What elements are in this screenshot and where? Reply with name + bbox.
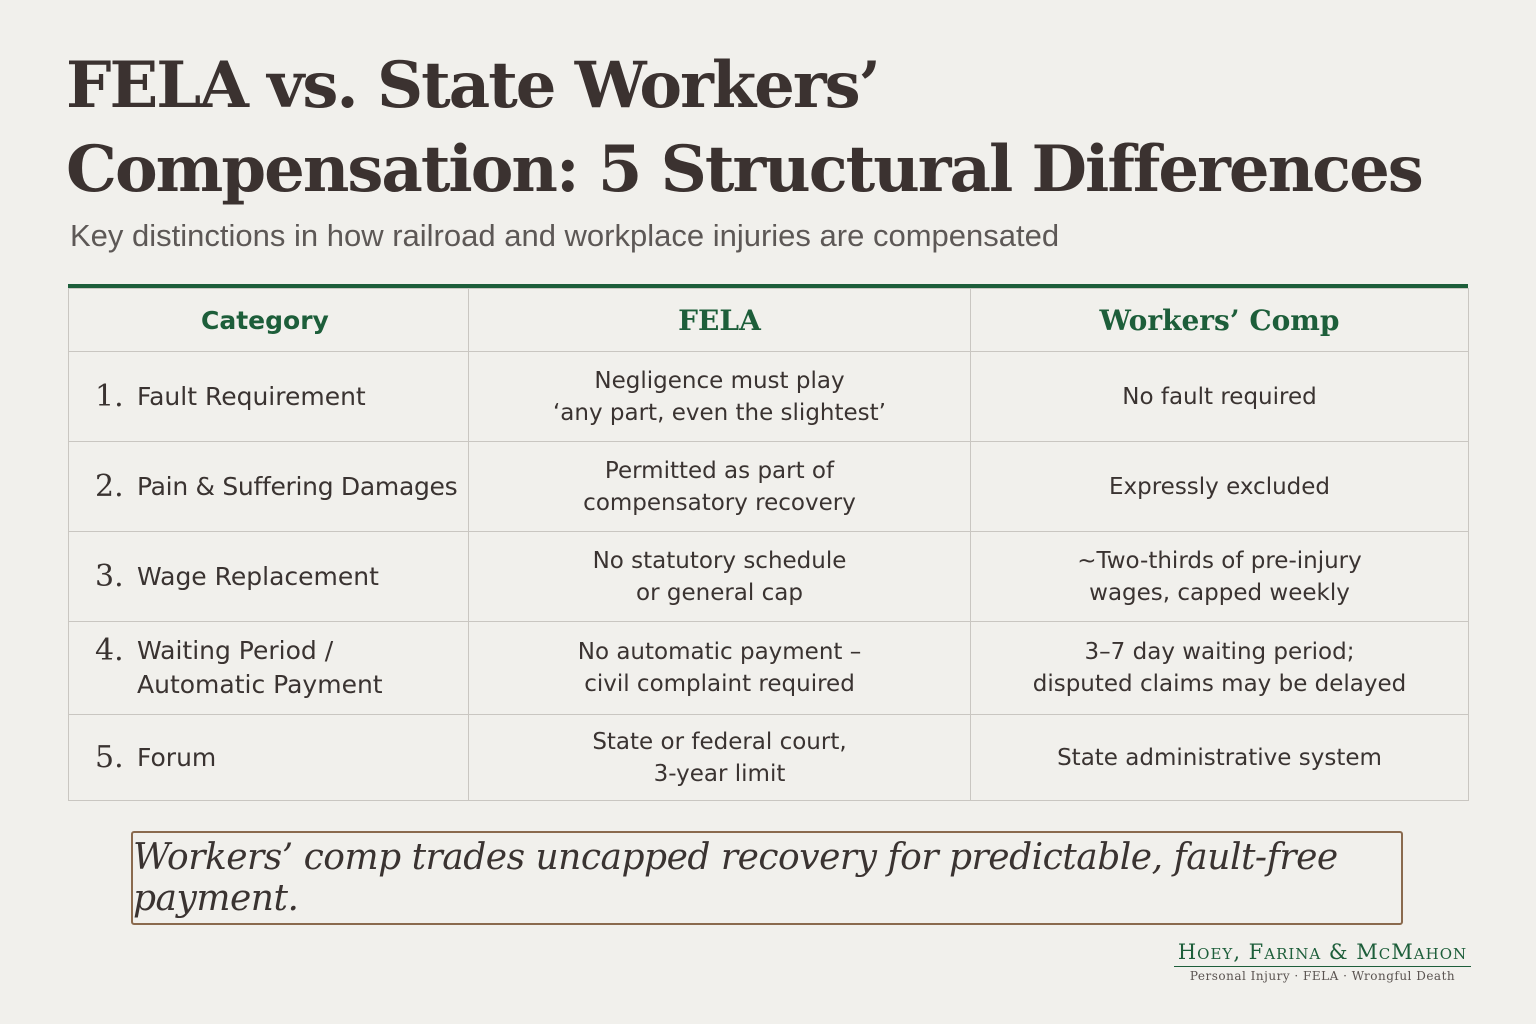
workers-comp-line: wages, capped weekly <box>1089 579 1350 606</box>
workers-comp-line: 3–7 day waiting period; <box>1084 639 1355 665</box>
workers-comp-line: ~Two-thirds of pre-injury <box>1077 547 1362 574</box>
fela-line: compensatory recovery <box>583 489 856 516</box>
table-row <box>69 715 1469 801</box>
firm-logo <box>1150 938 1495 983</box>
column-header-category: Category <box>69 289 469 352</box>
category-label: Automatic Payment <box>137 670 383 699</box>
column-header-fela: FELA <box>469 289 971 352</box>
category-label: Waiting Period / <box>137 636 334 665</box>
workers-comp-cell <box>971 715 1469 801</box>
title-line-2: Compensation: 5 Structural Differences <box>66 132 1422 207</box>
summary-text: Workers’ comp trades uncapped recovery for predictable, fault-free payment. <box>133 837 1338 919</box>
fela-cell <box>469 622 971 715</box>
category-label: Fault Requirement <box>137 381 366 411</box>
table-row <box>69 532 1469 622</box>
workers-comp-line: Expressly excluded <box>1108 473 1331 500</box>
fela-cell <box>469 715 971 801</box>
category-cell <box>69 622 469 715</box>
fela-cell <box>469 442 971 532</box>
firm-name: Hoey, Farina & McMahon <box>1174 938 1471 967</box>
fela-line: Permitted as part of <box>604 457 835 484</box>
page-subtitle: Key distinctions in how railroad and workplace injuries are compensated <box>70 218 1060 253</box>
workers-comp-line: State administrative system <box>1057 744 1382 771</box>
workers-comp-cell <box>971 352 1469 442</box>
row-number: 1. <box>95 378 124 414</box>
fela-line: civil complaint required <box>584 671 855 697</box>
category-cell <box>69 715 469 801</box>
column-header-workers-comp: Workers’ Comp <box>971 289 1469 352</box>
category-label: Pain & Suffering Damages <box>137 471 458 501</box>
category-label: Forum <box>137 742 217 772</box>
fela-line: or general cap <box>636 579 803 606</box>
row-number: 3. <box>95 558 124 594</box>
table-row <box>69 622 1469 715</box>
fela-line: 3-year limit <box>653 760 786 787</box>
workers-comp-cell <box>971 442 1469 532</box>
row-number: 5. <box>95 739 124 775</box>
workers-comp-line: No fault required <box>1122 383 1317 410</box>
category-cell <box>69 532 469 622</box>
row-number: 2. <box>95 468 124 504</box>
summary-callout <box>131 831 1403 925</box>
workers-comp-cell <box>971 532 1469 622</box>
fela-cell <box>469 352 971 442</box>
workers-comp-cell <box>971 622 1469 715</box>
firm-tagline: Personal Injury · FELA · Wrongful Death <box>1189 969 1456 983</box>
fela-cell <box>469 532 971 622</box>
category-label: Wage Replacement <box>137 561 379 591</box>
fela-line: No automatic payment – <box>577 639 862 665</box>
category-cell <box>69 352 469 442</box>
category-cell <box>69 442 469 532</box>
title-line-1: FELA vs. State Workers’ <box>66 48 879 123</box>
page-title <box>66 44 1486 212</box>
row-number: 4. <box>95 633 124 668</box>
fela-line: No statutory schedule <box>592 547 847 574</box>
fela-line: Negligence must play <box>594 367 845 394</box>
table-header-row <box>69 289 1469 352</box>
fela-line: State or federal court, <box>592 728 847 755</box>
table-row <box>69 442 1469 532</box>
comparison-table <box>68 288 1469 801</box>
table-row <box>69 352 1469 442</box>
workers-comp-line: disputed claims may be delayed <box>1032 671 1407 697</box>
fela-line: ‘any part, even the slightest’ <box>553 399 886 426</box>
